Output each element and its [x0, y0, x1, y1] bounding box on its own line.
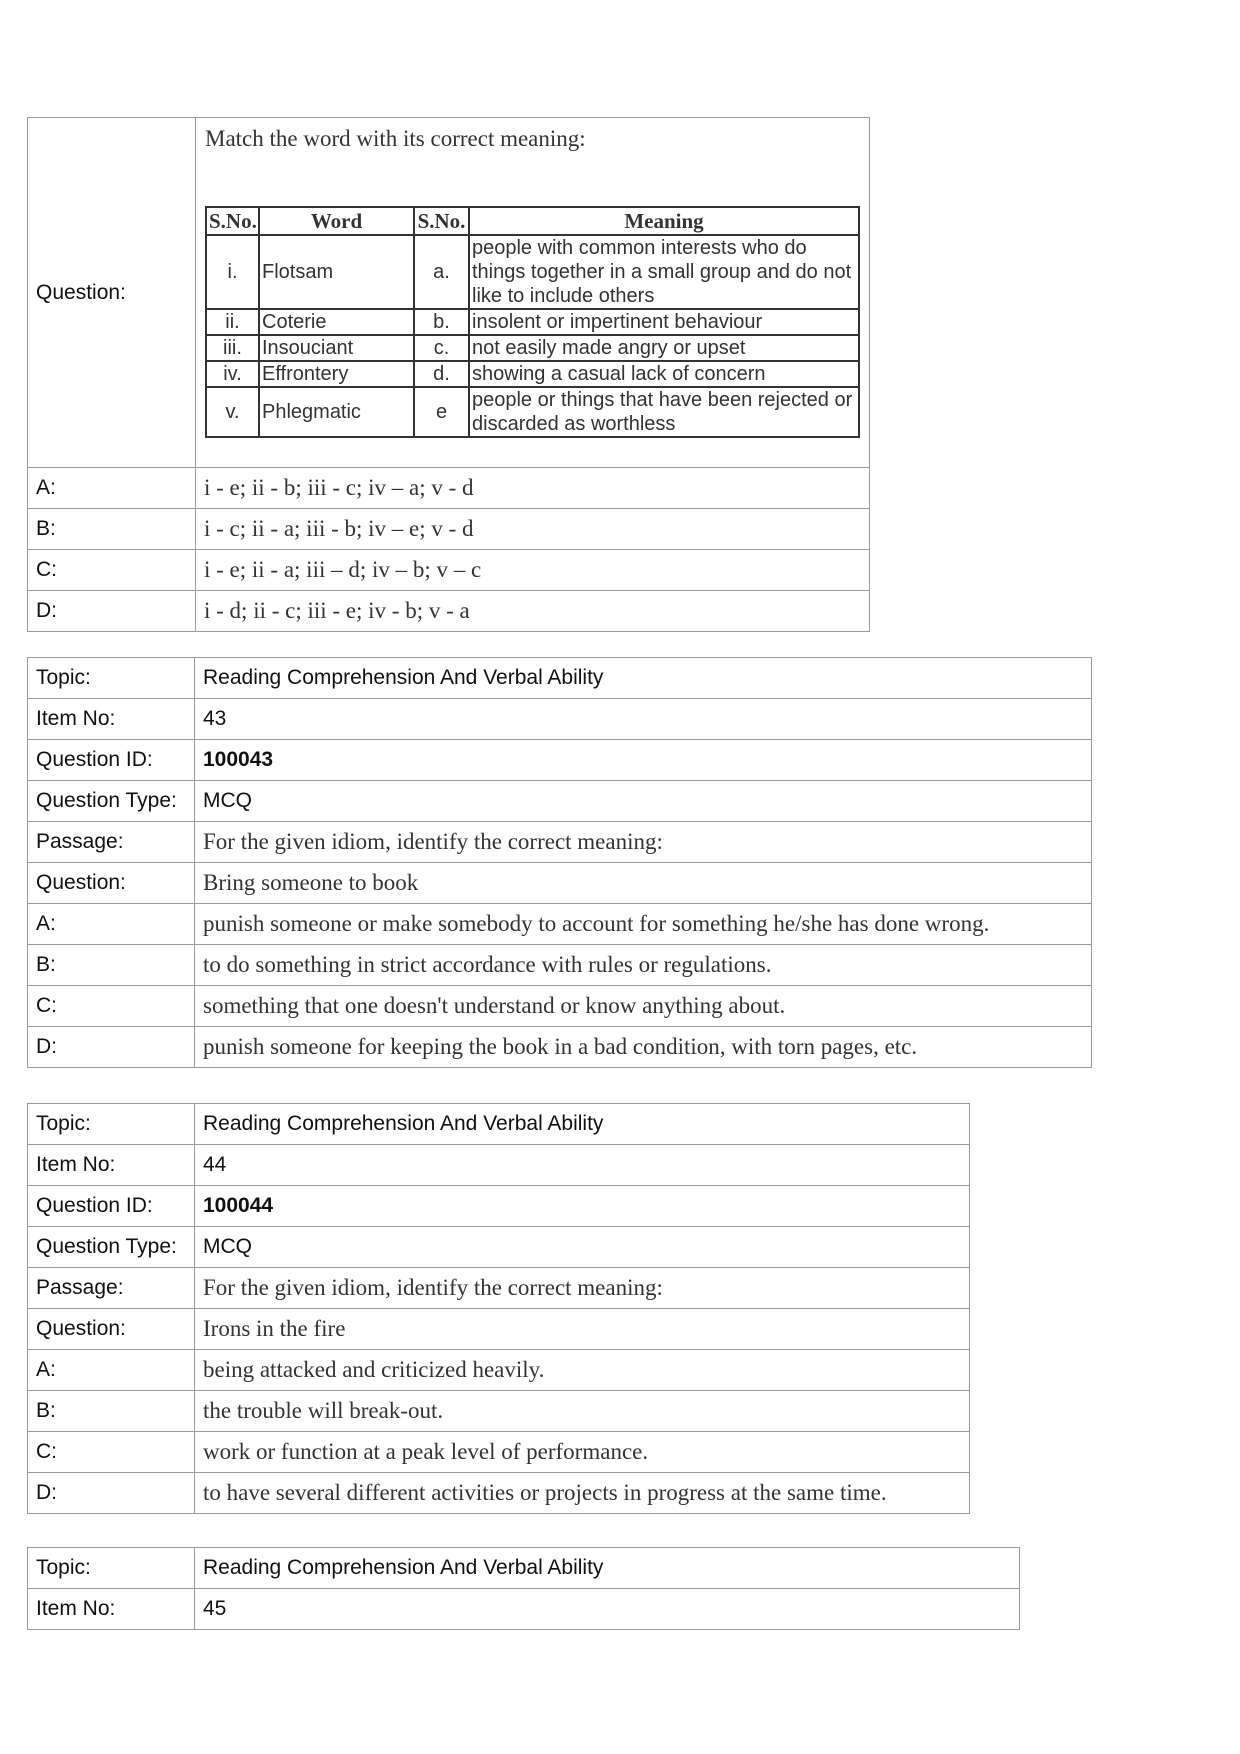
meaning: people with common interests who do things together in a small group and do not like to include others [469, 235, 859, 309]
word: Insouciant [259, 335, 414, 361]
option-row-a [28, 468, 870, 509]
option-label: B: [28, 509, 196, 550]
question-type-value: MCQ [195, 1227, 970, 1268]
item-no-label: Item No: [28, 699, 195, 740]
option-label: C: [28, 1432, 195, 1473]
question-value: Bring someone to book [195, 863, 1092, 904]
match-row [206, 387, 859, 437]
option-row-b [28, 945, 1092, 986]
option-label: B: [28, 1391, 195, 1432]
option-row-c [28, 986, 1092, 1027]
topic-label: Topic: [28, 1548, 195, 1589]
meaning: showing a casual lack of concern [469, 361, 859, 387]
question-table-42 [27, 117, 870, 632]
option-text: the trouble will break-out. [195, 1391, 970, 1432]
question-id-value: 100044 [195, 1186, 970, 1227]
option-text: i - e; ii - a; iii – d; iv – b; v – c [196, 550, 870, 591]
option-text: work or function at a peak level of performance. [195, 1432, 970, 1473]
item-no-label: Item No: [28, 1145, 195, 1186]
topic-value: Reading Comprehension And Verbal Ability [195, 1104, 970, 1145]
question-table-43 [27, 657, 1092, 1068]
option-label: C: [28, 986, 195, 1027]
meaning: not easily made angry or upset [469, 335, 859, 361]
option-text: i - c; ii - a; iii - b; iv – e; v - d [196, 509, 870, 550]
meaning: insolent or impertinent behaviour [469, 309, 859, 335]
question-content [196, 118, 870, 468]
header-sno-1: S.No. [206, 207, 259, 235]
option-text: to have several different activities or projects in progress at the same time. [195, 1473, 970, 1514]
option-label: A: [28, 904, 195, 945]
word: Coterie [259, 309, 414, 335]
meaning: people or things that have been rejected or discarded as worthless [469, 387, 859, 437]
option-label: A: [28, 1350, 195, 1391]
option-text: punish someone or make somebody to account for something he/she has done wrong. [195, 904, 1092, 945]
question-intro: Match the word with its correct meaning: [205, 126, 586, 151]
option-row-d [28, 1473, 970, 1514]
option-label: D: [28, 1473, 195, 1514]
question-type-value: MCQ [195, 781, 1092, 822]
option-label: C: [28, 550, 196, 591]
match-row [206, 235, 859, 309]
item-no-label: Item No: [28, 1589, 195, 1630]
option-row-a [28, 1350, 970, 1391]
question-id-value: 100043 [195, 740, 1092, 781]
item-no-value: 43 [195, 699, 1092, 740]
option-text: i - d; ii - c; iii - e; iv - b; v - a [196, 591, 870, 632]
option-row-b [28, 509, 870, 550]
option-row-c [28, 550, 870, 591]
word-number: v. [206, 387, 259, 437]
question-label: Question: [28, 863, 195, 904]
item-no-value: 45 [195, 1589, 1020, 1630]
option-label: D: [28, 591, 196, 632]
match-row [206, 309, 859, 335]
word-number: iii. [206, 335, 259, 361]
option-text: i - e; ii - b; iii - c; iv – a; v - d [196, 468, 870, 509]
question-type-label: Question Type: [28, 781, 195, 822]
word-number: ii. [206, 309, 259, 335]
option-label: A: [28, 468, 196, 509]
topic-value: Reading Comprehension And Verbal Ability [195, 1548, 1020, 1589]
passage-value: For the given idiom, identify the correct meaning: [195, 1268, 970, 1309]
word: Phlegmatic [259, 387, 414, 437]
option-row-a [28, 904, 1092, 945]
option-row-b [28, 1391, 970, 1432]
option-text: to do something in strict accordance with rules or regulations. [195, 945, 1092, 986]
option-text: something that one doesn't understand or know anything about. [195, 986, 1092, 1027]
question-table-45 [27, 1547, 1020, 1630]
word: Effrontery [259, 361, 414, 387]
match-row [206, 361, 859, 387]
match-table [205, 206, 860, 438]
option-row-d [28, 591, 870, 632]
option-row-c [28, 1432, 970, 1473]
passage-label: Passage: [28, 1268, 195, 1309]
option-row-d [28, 1027, 1092, 1068]
meaning-letter: b. [414, 309, 469, 335]
topic-value: Reading Comprehension And Verbal Ability [195, 658, 1092, 699]
option-label: B: [28, 945, 195, 986]
meaning-letter: c. [414, 335, 469, 361]
passage-value: For the given idiom, identify the correct meaning: [195, 822, 1092, 863]
item-no-value: 44 [195, 1145, 970, 1186]
word: Flotsam [259, 235, 414, 309]
passage-label: Passage: [28, 822, 195, 863]
question-label: Question: [28, 118, 196, 468]
meaning-letter: e [414, 387, 469, 437]
header-word: Word [259, 207, 414, 235]
question-table-44 [27, 1103, 970, 1514]
meaning-letter: a. [414, 235, 469, 309]
question-label: Question: [28, 1309, 195, 1350]
question-id-label: Question ID: [28, 740, 195, 781]
option-text: being attacked and criticized heavily. [195, 1350, 970, 1391]
option-label: D: [28, 1027, 195, 1068]
match-row [206, 335, 859, 361]
header-meaning: Meaning [469, 207, 859, 235]
topic-label: Topic: [28, 1104, 195, 1145]
header-sno-2: S.No. [414, 207, 469, 235]
word-number: i. [206, 235, 259, 309]
option-text: punish someone for keeping the book in a bad condition, with torn pages, etc. [195, 1027, 1092, 1068]
question-id-label: Question ID: [28, 1186, 195, 1227]
word-number: iv. [206, 361, 259, 387]
question-type-label: Question Type: [28, 1227, 195, 1268]
topic-label: Topic: [28, 658, 195, 699]
question-value: Irons in the fire [195, 1309, 970, 1350]
meaning-letter: d. [414, 361, 469, 387]
